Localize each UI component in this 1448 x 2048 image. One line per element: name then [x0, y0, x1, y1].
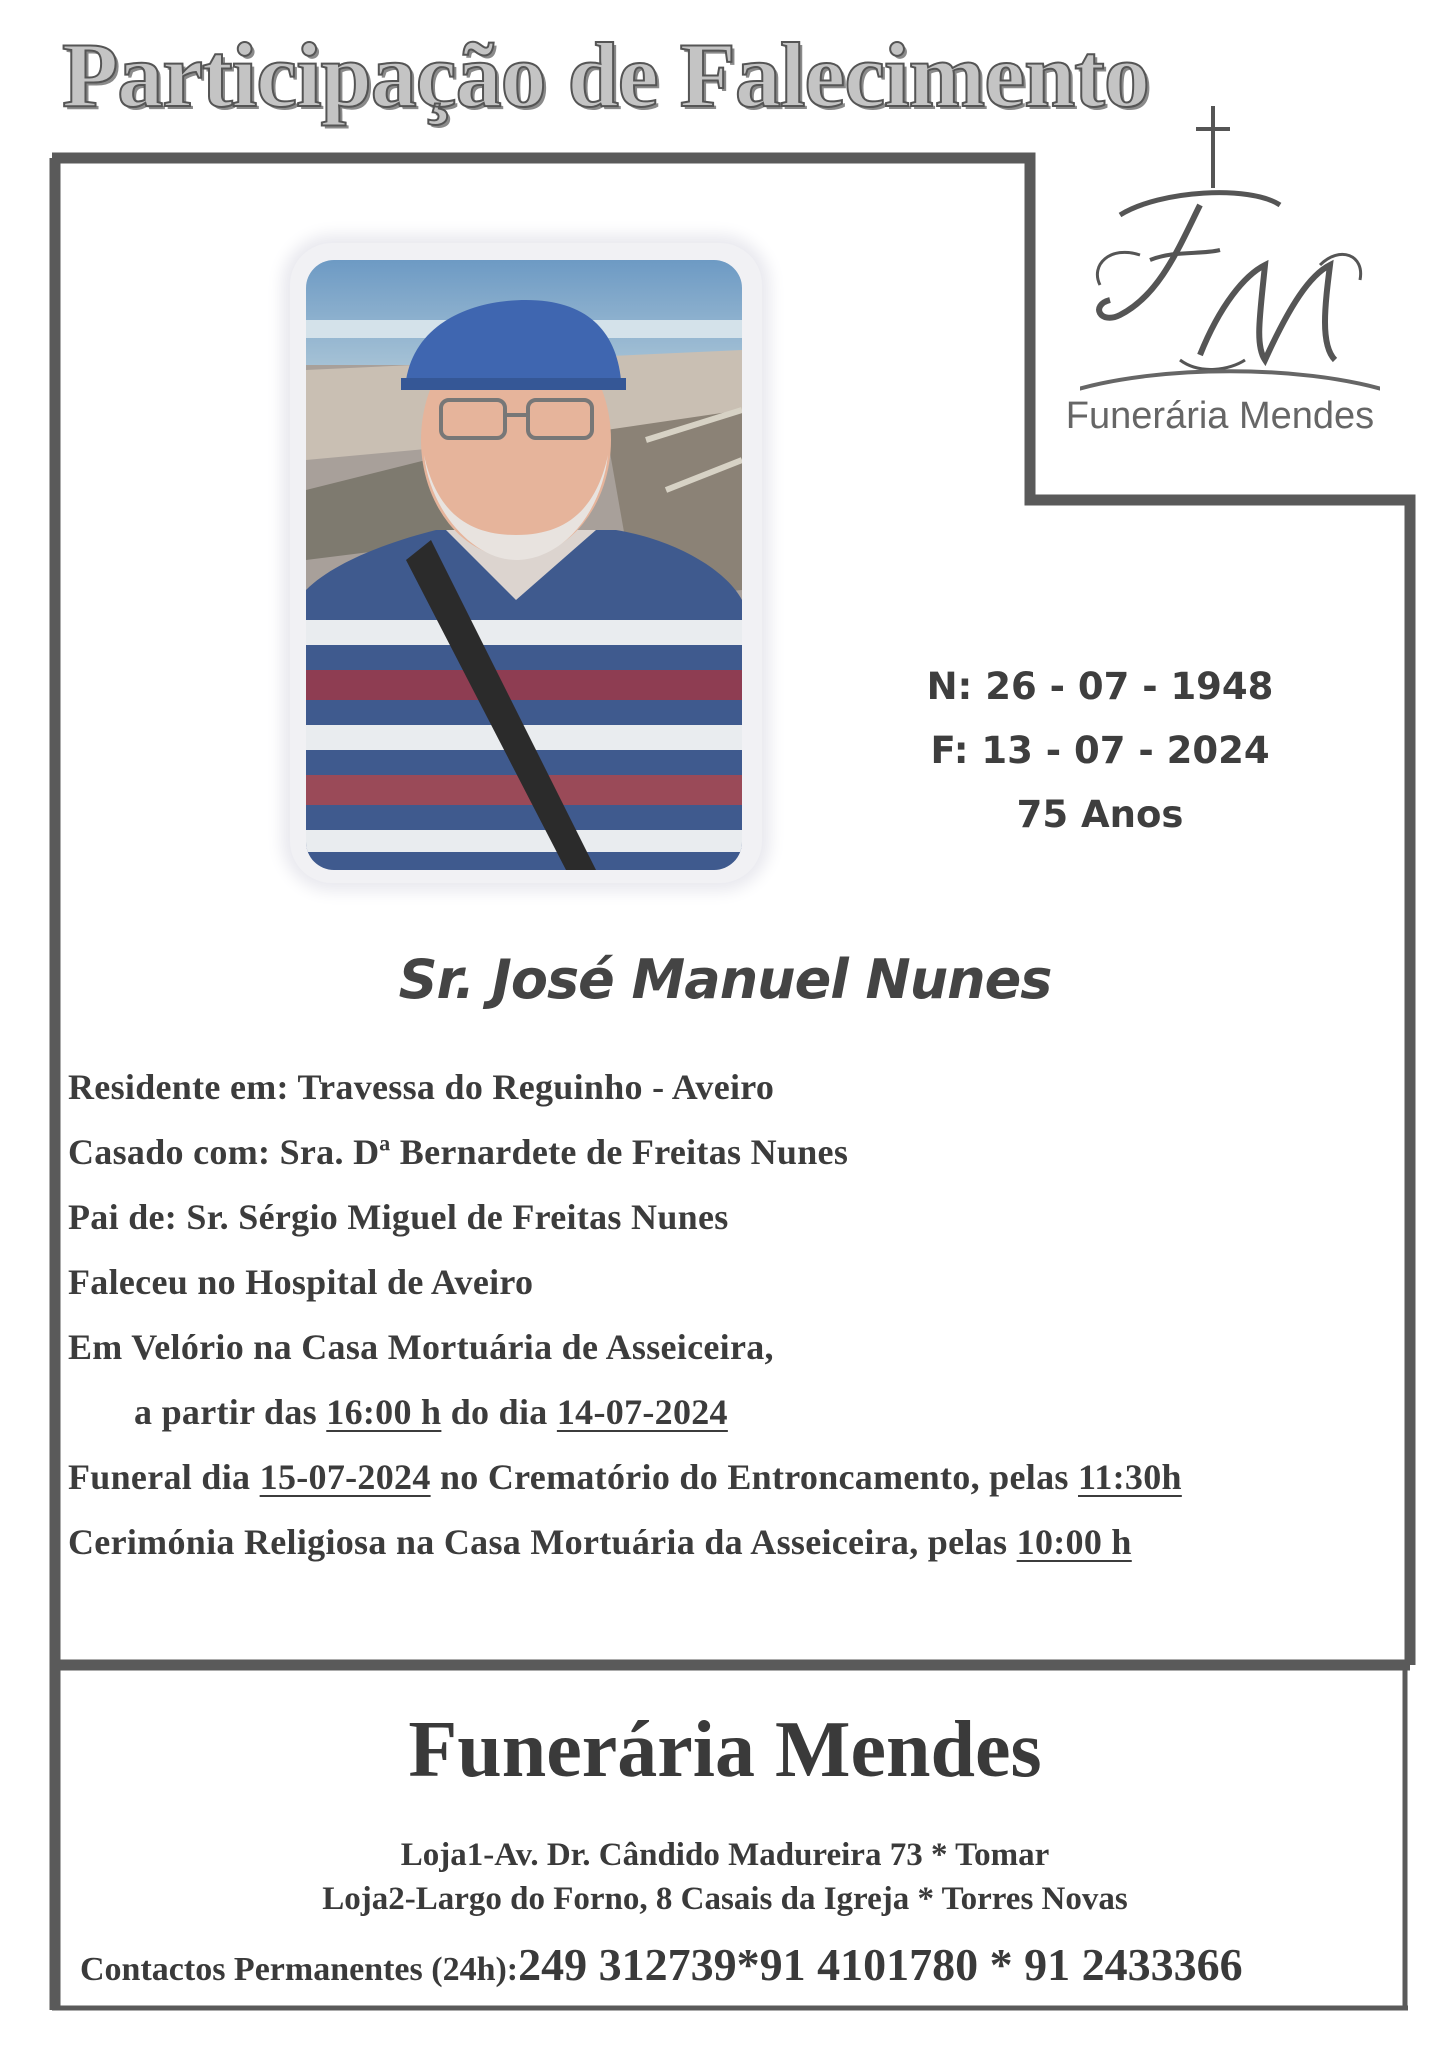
store-1-address: Loja1-Av. Dr. Cândido Madureira 73 * Tomar: [400, 1837, 1050, 1873]
funeral-time: 11:30h: [1078, 1457, 1182, 1497]
wake-time: 16:00 h: [326, 1392, 442, 1432]
wake-mid: do dia: [450, 1392, 548, 1432]
residence-line: Residente em: Travessa do Reguinho - Aveiro: [68, 1067, 775, 1107]
ceremony-time: 10:00 h: [1016, 1522, 1132, 1562]
birth-date: N: 26 - 07 - 1948: [926, 665, 1274, 708]
contacts-label: Contactos Permanentes (24h):: [80, 1951, 519, 1988]
footer-company-name: Funerária Mendes: [408, 1706, 1042, 1794]
store-2-address: Loja2-Largo do Forno, 8 Casais da Igreja * Torres Novas: [322, 1881, 1128, 1917]
death-date: F: 13 - 07 - 2024: [930, 729, 1270, 772]
contacts-numbers: 249 312739*91 4101780 * 91 2433366: [518, 1939, 1243, 1990]
children-line: Pai de: Sr. Sérgio Miguel de Freitas Nunes: [68, 1197, 729, 1237]
wake-place-line: Em Velório na Casa Mortuária de Asseiceira,: [68, 1327, 774, 1367]
ceremony-line: [68, 1510, 1428, 1575]
logo-company-name: Funerária Mendes: [1065, 395, 1375, 437]
spouse-line: Casado com: Sra. Dª Bernardete de Freitas Nunes: [68, 1132, 849, 1172]
age: 75 Anos: [1016, 793, 1184, 836]
place-of-death-line: Faleceu no Hospital de Aveiro: [68, 1262, 534, 1302]
contacts-line: [80, 1938, 1400, 1991]
wake-time-line: [68, 1380, 1428, 1445]
wake-date: 14-07-2024: [556, 1392, 728, 1432]
wake-prefix: a partir das: [134, 1392, 317, 1432]
fm-monogram-logo: [1080, 185, 1380, 395]
funeral-prefix: Funeral dia: [68, 1457, 251, 1497]
funeral-mid: no Crematório do Entroncamento, pelas: [439, 1457, 1069, 1497]
page-title: Participação de Falecimento: [62, 24, 1149, 126]
funeral-line: [68, 1445, 1428, 1510]
details-block: [68, 1055, 1428, 1575]
deceased-name: Sr. José Manuel Nunes: [398, 948, 1052, 1011]
footer-addresses: [50, 1833, 1400, 1921]
dates-block: [900, 655, 1300, 847]
funeral-date: 15-07-2024: [259, 1457, 431, 1497]
portrait-photo: [306, 260, 742, 870]
cross-icon: [1196, 106, 1230, 188]
ceremony-prefix: Cerimónia Religiosa na Casa Mortuária da Asseiceira, pelas: [68, 1522, 1008, 1562]
